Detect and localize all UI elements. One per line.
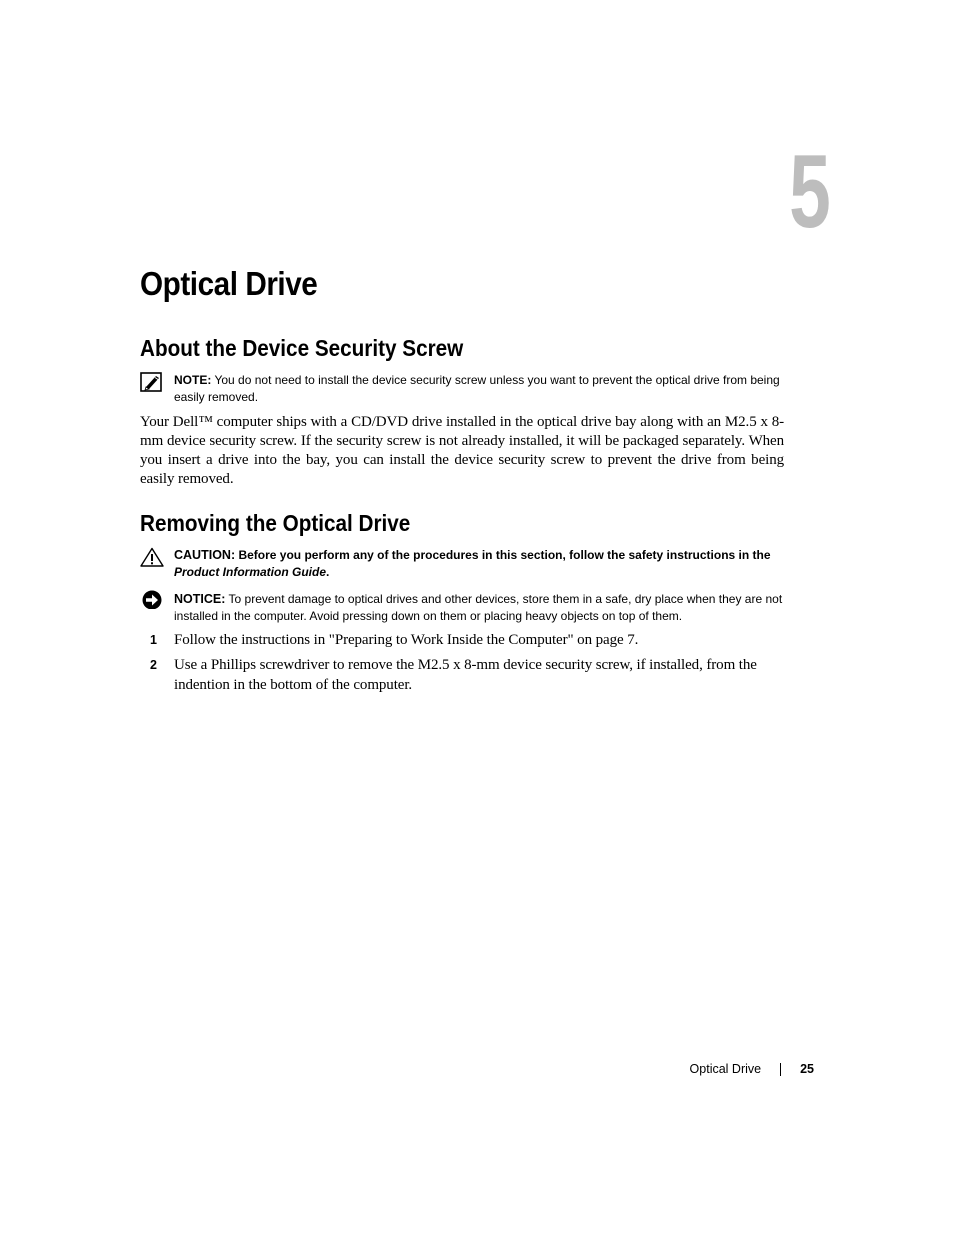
- section-title-security-screw: About the Device Security Screw: [140, 335, 464, 361]
- caution-end: .: [326, 565, 330, 579]
- section-title-removing-drive: Removing the Optical Drive: [140, 510, 411, 536]
- step-2-number: 2: [150, 658, 157, 672]
- notice-body: To prevent damage to optical drives and other devices, store them in a safe, dry place when they are not installed in the computer. Avoid pressing down on them or placing heavy objects on top of them.: [174, 592, 783, 623]
- caution-body: Before you perform any of the procedures in this section, follow the safety instructions in the: [238, 548, 771, 562]
- chapter-title: Optical Drive: [140, 265, 318, 302]
- caution-callout: [140, 547, 785, 581]
- chapter-number: 5: [789, 134, 831, 250]
- page-footer: [690, 1062, 814, 1076]
- step-2-text: Use a Phillips screwdriver to remove the M2.5 x 8-mm device security screw, if installed, from the indention in the bottom of the computer.: [174, 657, 757, 693]
- footer-separator: [780, 1063, 781, 1076]
- caution-triangle-icon: [140, 547, 164, 567]
- intro-paragraph: Your Dell™ computer ships with a CD/DVD drive installed in the optical drive bay along with an M2.5 x 8-mm device security screw. If the security screw is not already installed, it will be packaged separately. When you insert a drive into the bay, you can install the device security screw to prevent the drive from being easily removed.: [140, 414, 784, 487]
- note-callout: [140, 372, 785, 406]
- caution-text: [174, 547, 785, 581]
- caution-label: CAUTION:: [174, 548, 236, 562]
- notice-callout: [140, 591, 785, 625]
- step-1-text: Follow the instructions in "Preparing to Work Inside the Computer" on page 7.: [174, 632, 639, 648]
- step-1: [140, 631, 784, 651]
- note-label: NOTE:: [174, 373, 212, 387]
- step-2: [140, 656, 784, 695]
- notice-text: [174, 591, 785, 625]
- caution-guide-title: Product Information Guide: [174, 565, 326, 579]
- notice-arrow-icon: [140, 589, 164, 609]
- page-number: 25: [800, 1062, 814, 1076]
- note-text: [174, 372, 785, 406]
- footer-section-name: Optical Drive: [689, 1062, 762, 1076]
- note-pencil-icon: [140, 372, 164, 392]
- note-body: You do not need to install the device security screw unless you want to prevent the optical drive from being easily removed.: [174, 373, 780, 404]
- notice-label: NOTICE:: [174, 592, 226, 606]
- step-1-number: 1: [150, 633, 157, 647]
